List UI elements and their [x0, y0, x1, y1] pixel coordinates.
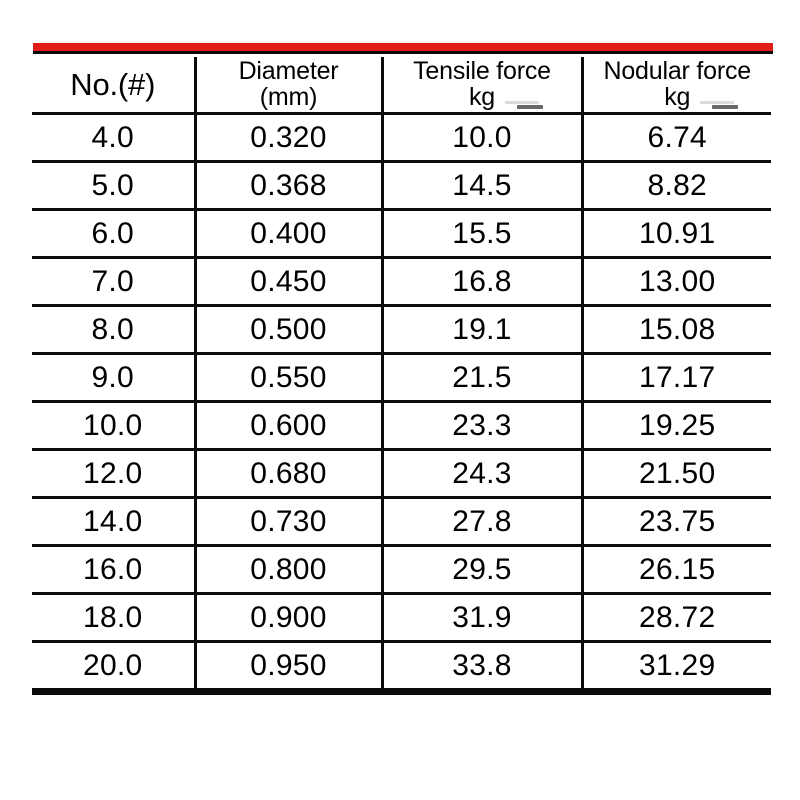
cell-diameter	[195, 162, 382, 210]
cell-nodular	[582, 258, 771, 306]
cell-value: 16.0	[82, 552, 143, 586]
table-row	[32, 594, 771, 642]
cell-value: 23.75	[638, 504, 716, 538]
column-header-tensile-force	[382, 57, 582, 114]
column-header-no	[32, 57, 195, 114]
cell-tensile	[382, 258, 582, 306]
faded-artifact-mark	[517, 105, 543, 109]
cell-value: 8.0	[91, 312, 135, 346]
cell-value: 31.29	[638, 648, 716, 682]
cell-value: 31.9	[452, 600, 512, 634]
cell-value: 8.82	[647, 168, 708, 202]
cell-nodular	[582, 354, 771, 402]
cell-value: 0.368	[250, 168, 327, 202]
column-header-nodular-force-unit: kg	[664, 82, 691, 111]
cell-value: 0.320	[250, 120, 327, 154]
cell-no	[32, 642, 195, 692]
cell-value: 0.450	[250, 264, 327, 298]
cell-diameter	[195, 450, 382, 498]
cell-value: 21.5	[452, 360, 512, 394]
cell-diameter	[195, 210, 382, 258]
table-row	[32, 642, 771, 692]
cell-value: 0.680	[250, 456, 327, 490]
cell-value: 28.72	[638, 600, 716, 634]
cell-value: 6.0	[91, 216, 135, 250]
cell-diameter	[195, 306, 382, 354]
table-row	[32, 402, 771, 450]
table-row	[32, 114, 771, 162]
cell-value: 10.91	[638, 216, 716, 250]
cell-value: 15.5	[452, 216, 512, 250]
table-row	[32, 450, 771, 498]
cell-tensile	[382, 498, 582, 546]
cell-no	[32, 306, 195, 354]
cell-diameter	[195, 546, 382, 594]
cell-value: 10.0	[82, 408, 143, 442]
cell-nodular	[582, 306, 771, 354]
cell-value: 27.8	[452, 504, 512, 538]
table-row	[32, 498, 771, 546]
cell-nodular	[582, 642, 771, 692]
cell-diameter	[195, 498, 382, 546]
cell-nodular	[582, 162, 771, 210]
cell-value: 0.900	[250, 600, 327, 634]
cell-no	[32, 258, 195, 306]
table-row	[32, 162, 771, 210]
cell-no	[32, 354, 195, 402]
cell-no	[32, 546, 195, 594]
column-header-nodular-force	[582, 57, 771, 114]
cell-value: 20.0	[82, 648, 143, 682]
cell-value: 29.5	[452, 552, 512, 586]
table-row	[32, 210, 771, 258]
faded-artifact-mark	[505, 101, 539, 104]
cell-value: 9.0	[91, 360, 135, 394]
table-body	[32, 114, 771, 692]
cell-value: 0.500	[250, 312, 327, 346]
cell-nodular	[582, 210, 771, 258]
cell-tensile	[382, 402, 582, 450]
cell-value: 0.550	[250, 360, 327, 394]
cell-diameter	[195, 402, 382, 450]
red-accent-bar	[33, 43, 773, 54]
cell-value: 15.08	[638, 312, 716, 346]
column-header-diameter-title: Diameter	[238, 57, 339, 85]
cell-diameter	[195, 114, 382, 162]
column-header-no-suffix: (#)	[117, 66, 156, 102]
cell-value: 5.0	[91, 168, 135, 202]
cell-diameter	[195, 258, 382, 306]
cell-value: 0.400	[250, 216, 327, 250]
column-header-tensile-force-unit: kg	[468, 82, 495, 111]
cell-value: 33.8	[452, 648, 512, 682]
cell-value: 18.0	[82, 600, 143, 634]
cell-no	[32, 450, 195, 498]
cell-nodular	[582, 546, 771, 594]
faded-artifact-mark	[712, 105, 738, 109]
column-header-nodular-force-title: Nodular force	[603, 57, 751, 85]
cell-diameter	[195, 594, 382, 642]
cell-value: 4.0	[91, 120, 135, 154]
cell-value: 19.25	[638, 408, 716, 442]
cell-value: 21.50	[638, 456, 716, 490]
cell-value: 7.0	[91, 264, 135, 298]
cell-value: 19.1	[452, 312, 512, 346]
cell-value: 0.730	[250, 504, 327, 538]
table-row	[32, 546, 771, 594]
table-header	[32, 57, 771, 114]
cell-value: 0.800	[250, 552, 327, 586]
cell-tensile	[382, 450, 582, 498]
cell-no	[32, 498, 195, 546]
column-header-no-title: No.	[70, 66, 118, 102]
cell-value: 0.950	[250, 648, 327, 682]
column-header-diameter-unit: (mm)	[259, 82, 318, 111]
line-specification-table	[32, 57, 771, 695]
cell-no	[32, 210, 195, 258]
cell-nodular	[582, 594, 771, 642]
cell-value: 17.17	[638, 360, 716, 394]
cell-value: 23.3	[452, 408, 512, 442]
cell-value: 0.600	[250, 408, 327, 442]
cell-nodular	[582, 114, 771, 162]
cell-tensile	[382, 642, 582, 692]
cell-tensile	[382, 306, 582, 354]
cell-no	[32, 594, 195, 642]
cell-diameter	[195, 354, 382, 402]
cell-diameter	[195, 642, 382, 692]
table-header-row	[32, 57, 771, 114]
cell-value: 6.74	[647, 120, 708, 154]
cell-value: 24.3	[452, 456, 512, 490]
cell-nodular	[582, 450, 771, 498]
faded-artifact-mark	[700, 101, 734, 104]
cell-value: 12.0	[82, 456, 143, 490]
cell-nodular	[582, 498, 771, 546]
cell-value: 14.0	[82, 504, 143, 538]
cell-tensile	[382, 354, 582, 402]
cell-no	[32, 402, 195, 450]
cell-value: 16.8	[452, 264, 512, 298]
cell-no	[32, 114, 195, 162]
cell-nodular	[582, 402, 771, 450]
cell-value: 26.15	[638, 552, 716, 586]
cell-no	[32, 162, 195, 210]
table-row	[32, 258, 771, 306]
cell-value: 10.0	[452, 120, 512, 154]
cell-tensile	[382, 162, 582, 210]
cell-value: 14.5	[452, 168, 512, 202]
cell-tensile	[382, 210, 582, 258]
cell-tensile	[382, 114, 582, 162]
cell-value: 13.00	[638, 264, 716, 298]
table-row	[32, 306, 771, 354]
cell-tensile	[382, 546, 582, 594]
cell-tensile	[382, 594, 582, 642]
column-header-diameter	[195, 57, 382, 114]
table-row	[32, 354, 771, 402]
column-header-tensile-force-title: Tensile force	[413, 57, 551, 85]
